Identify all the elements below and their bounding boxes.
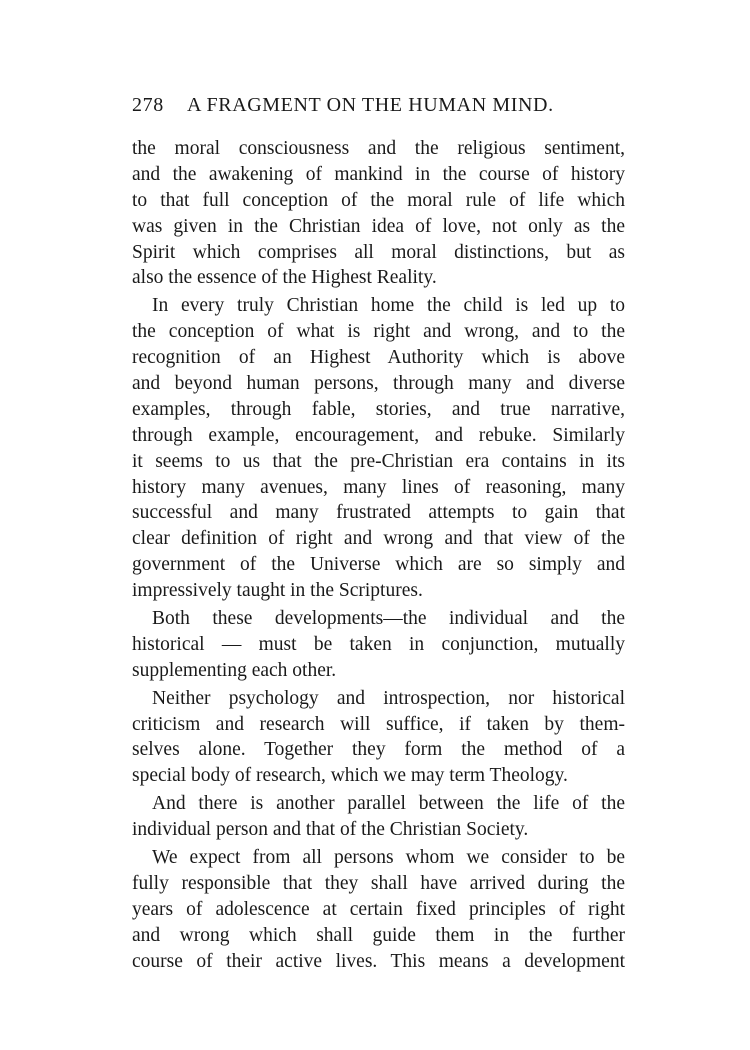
text-line: selves alone. Together they form the method of a [132, 739, 625, 761]
page-number: 278 [132, 94, 164, 116]
text-line: the conception of what is right and wrong, and to the [132, 321, 625, 343]
text-line: and the awakening of mankind in the course of history [132, 163, 625, 185]
text-line: recognition of an Highest Authority which is above [132, 347, 625, 369]
text-line: Both these developments—the individual and the [152, 608, 625, 630]
running-head [132, 94, 632, 120]
text-line: And there is another parallel between the life of the [152, 793, 625, 815]
paragraph [132, 606, 625, 684]
text-line: it seems to us that the pre-Christian era contains in its [132, 450, 625, 472]
text-line: supplementing each other. [132, 659, 337, 681]
text-line: also the essence of the Highest Reality. [132, 267, 437, 289]
running-title: A FRAGMENT ON THE HUMAN MIND. [187, 94, 554, 116]
text-line: special body of research, which we may term Theology. [132, 765, 568, 787]
text-line: Spirit which comprises all moral distinctions, but as [132, 241, 625, 263]
text-line: government of the Universe which are so simply and [132, 554, 625, 576]
paragraph [132, 686, 625, 790]
text-line: and beyond human persons, through many and diverse [132, 373, 625, 395]
text-line: impressively taught in the Scriptures. [132, 580, 423, 602]
text-line: historical — must be taken in conjunction, mutually [132, 633, 625, 655]
text-line: fully responsible that they shall have arrived during the [132, 872, 625, 894]
paragraph [132, 845, 625, 974]
paragraph [132, 293, 625, 604]
text-line: We expect from all persons whom we consider to be [152, 847, 625, 869]
text-line: the moral consciousness and the religious sentiment, [132, 138, 625, 159]
text-line: to that full conception of the moral rule of life which [132, 189, 625, 211]
text-line: was given in the Christian idea of love, not only as the [132, 215, 625, 237]
text-line: Neither psychology and introspection, nor historical [152, 687, 625, 709]
text-line: course of their active lives. This means a development [132, 950, 625, 972]
body-text [132, 136, 625, 975]
paragraph [132, 136, 625, 291]
text-line: history many avenues, many lines of reasoning, many [132, 476, 625, 498]
text-line: In every truly Christian home the child is led up to [152, 295, 625, 317]
paragraph [132, 791, 625, 843]
text-line: through example, encouragement, and rebuke. Similarly [132, 424, 625, 446]
text-line: examples, through fable, stories, and true narrative, [132, 398, 625, 420]
text-line: criticism and research will suffice, if taken by them- [132, 713, 625, 735]
text-line: individual person and that of the Christian Society. [132, 819, 529, 841]
text-line: and wrong which shall guide them in the further [132, 924, 625, 946]
text-line: successful and many frustrated attempts to gain that [132, 502, 625, 524]
text-line: clear definition of right and wrong and that view of the [132, 528, 625, 550]
text-line: years of adolescence at certain fixed principles of right [132, 898, 625, 920]
